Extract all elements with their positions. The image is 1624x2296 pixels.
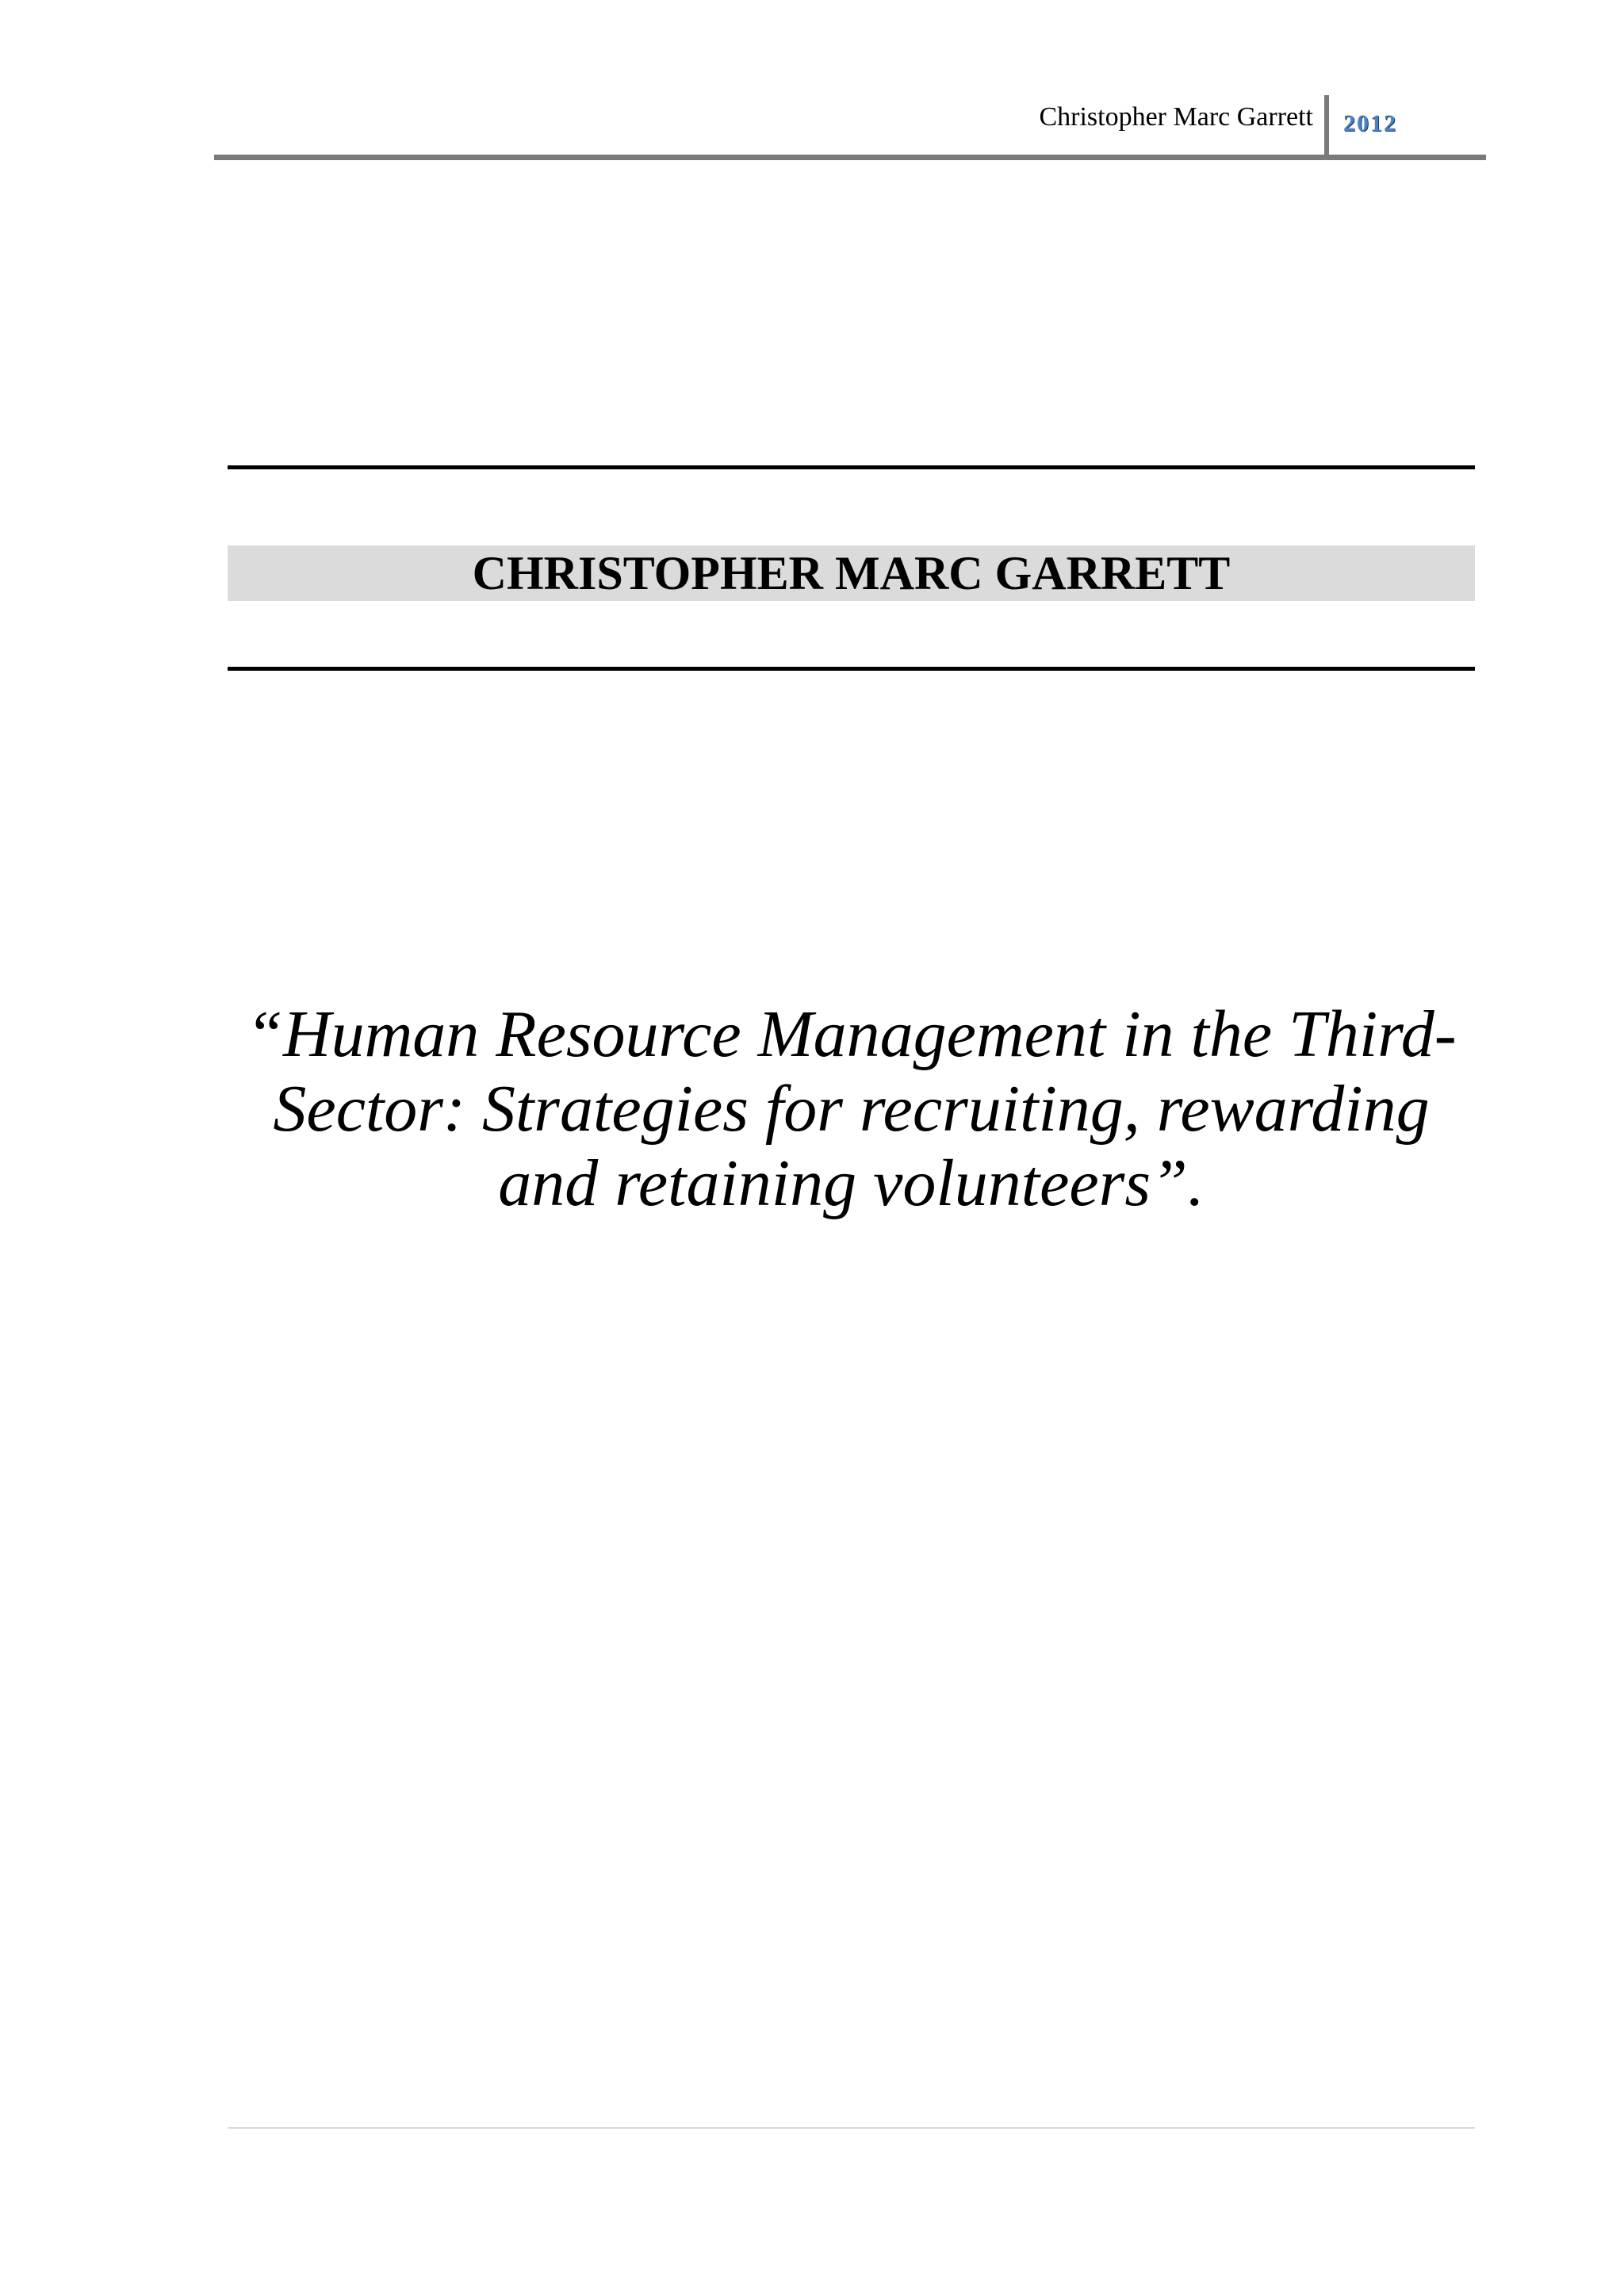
footer-rule xyxy=(228,2127,1475,2129)
name-rule-top xyxy=(228,465,1475,469)
title-line-2: Sector: Strategies for recruiting, rewarding xyxy=(273,1072,1430,1146)
header-author-name: Christopher Marc Garrett xyxy=(1039,102,1313,132)
title-line-3: and retaining volunteers”. xyxy=(498,1146,1205,1220)
document-title xyxy=(228,997,1475,1221)
title-line-1: “Human Resource Management in the Third- xyxy=(246,997,1457,1071)
author-name-band xyxy=(228,545,1475,601)
header-rule xyxy=(214,155,1486,160)
name-rule-bottom xyxy=(228,667,1475,671)
header-divider xyxy=(1324,95,1329,157)
header-year: 2012 xyxy=(1343,110,1397,136)
author-name: CHRISTOPHER MARC GARRETT xyxy=(472,547,1231,599)
